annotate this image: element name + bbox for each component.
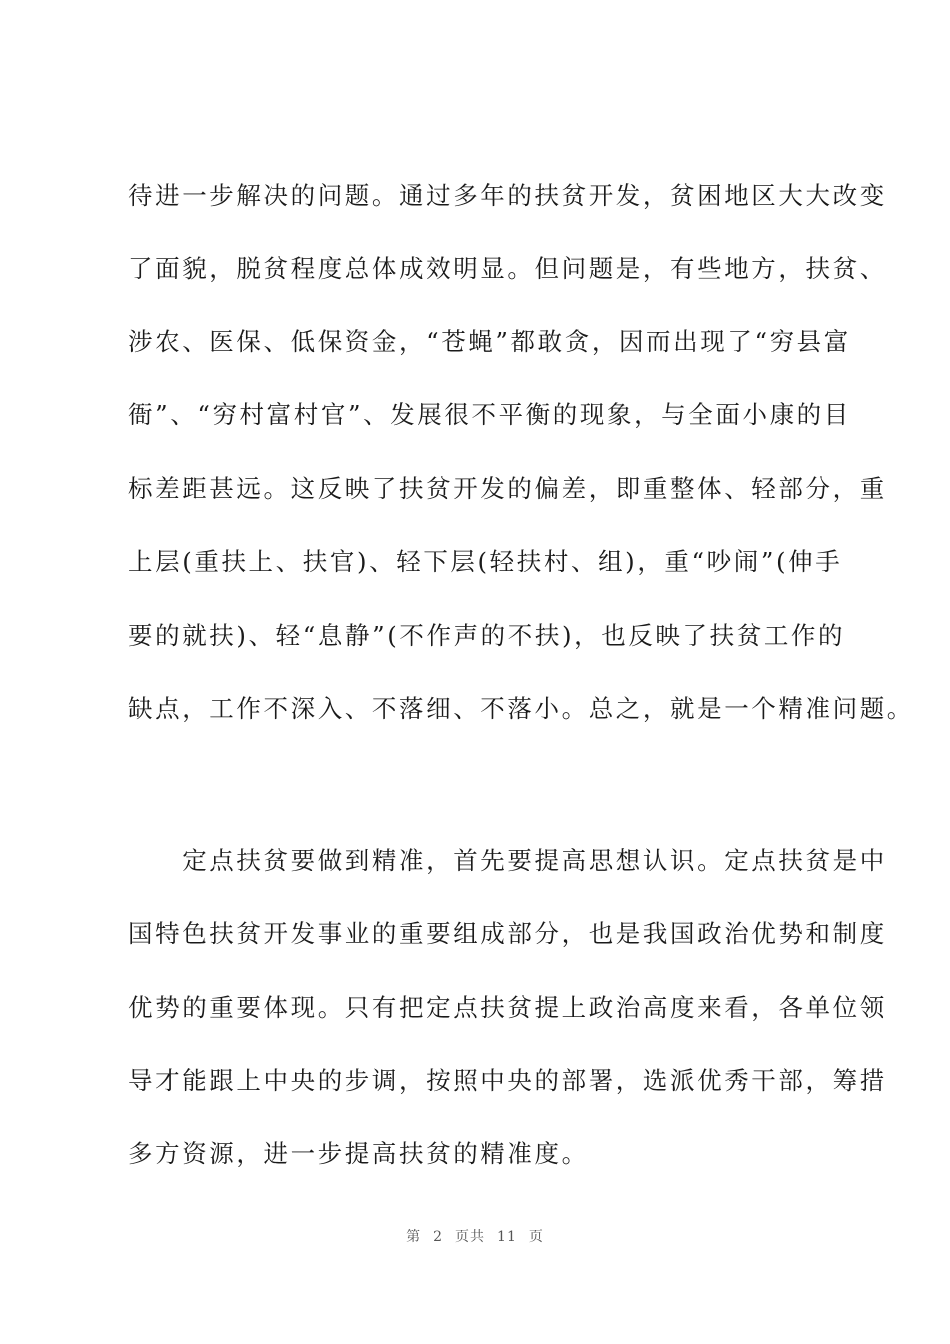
footer-current-page: 2 [433, 1229, 444, 1245]
paragraph-1-line-7: 要的就扶)、轻“息静”(不作声的不扶)，也反映了扶贫工作的 [128, 621, 846, 650]
paragraph-1-line-2: 了面貌，脱贫程度总体成效明显。但问题是，有些地方，扶贫、 [128, 254, 887, 283]
paragraph-1-line-6: 上层(重扶上、扶官)、轻下层(轻扶村、组)，重“吵闹”(伸手 [128, 547, 843, 576]
footer-total-pages: 11 [497, 1229, 517, 1245]
paragraph-2-line-1: 定点扶贫要做到精准，首先要提高思想认识。定点扶贫是中 [128, 846, 887, 875]
paragraph-1-line-4: 衙”、“穷村富村官”、发展很不平衡的现象，与全面小康的目 [128, 400, 851, 429]
paragraph-1-line-5: 标差距甚远。这反映了扶贫开发的偏差，即重整体、轻部分，重 [128, 474, 887, 503]
footer-middle: 页共 [455, 1229, 486, 1245]
paragraph-1-line-3: 涉农、医保、低保资金，“苍蝇”都敢贪，因而出现了“穷县富 [128, 327, 851, 356]
paragraph-2-line-2: 国特色扶贫开发事业的重要组成部分，也是我国政治优势和制度 [128, 919, 887, 948]
paragraph-1-line-8: 缺点，工作不深入、不落细、不落小。总之，就是一个精准问题。 [128, 694, 914, 723]
paragraph-2-line-3: 优势的重要体现。只有把定点扶贫提上政治高度来看，各单位领 [128, 993, 887, 1022]
footer-suffix: 页 [528, 1229, 544, 1245]
page-footer [0, 1226, 950, 1246]
footer-prefix: 第 [406, 1229, 422, 1245]
paragraph-1-line-1: 待进一步解决的问题。通过多年的扶贫开发，贫困地区大大改变 [128, 181, 887, 210]
paragraph-2-line-5: 多方资源，进一步提高扶贫的精准度。 [128, 1139, 589, 1168]
paragraph-2-line-4: 导才能跟上中央的步调，按照中央的部署，选派优秀干部，筹措 [128, 1066, 887, 1095]
